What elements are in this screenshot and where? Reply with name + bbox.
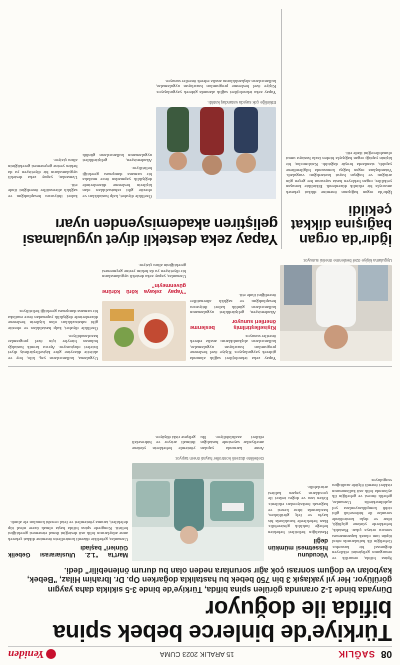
main-headline: Türkiye'de binlerce bebek spina bifida ile doğuyor <box>53 596 392 646</box>
photo-caption: Etkinliğe çok sayıda vatandaş katıldı. <box>207 100 276 105</box>
hospital-photo <box>132 463 264 561</box>
article-column-1 <box>332 371 392 561</box>
organ-article-body <box>286 9 392 195</box>
date-line: 15 ARALIK 2023 CUMA <box>159 650 235 658</box>
photo-caption: Gebelikte düzenli kontroller hayati önem taşıyor. <box>174 456 264 461</box>
article-subhead: Mart'ta "1.2. Uluslararası Gebelik Günleri" başladı <box>8 544 128 558</box>
ai-article-headline: Yapay zeka destekli diyet uygulamasi geliştiren akademisyenden uyarı <box>22 215 278 248</box>
article-subhead: Vücudunu hissetmesi mümkün değil <box>268 537 328 558</box>
doctor-photo <box>280 265 392 361</box>
organ-article-headline: İğdır'da organ bağışına dikkat çekildi <box>290 203 392 248</box>
logo-mark-icon <box>46 649 56 659</box>
article-text: Yapay zeka teknolojileri sağlık alanında giderek yaygınlaşıyor. Kişiye özel beslenme programları hazırlayan uygulamalar, kullanıcıların alışkanlıklarını analiz ederek öneriler sunuyor. <box>156 78 276 95</box>
food-photo <box>102 301 186 361</box>
article-text: Anne karnında yapılan ameliyatlar sayesinde hastalığın etkileri azaltılabiliyor. Bu yöntemle bebeklerin yürüme ihtimali artıyor ve hidrosefali gelişme riski düşüyor. <box>132 434 264 451</box>
headline-deck: Dünyada binde 1-2 oranında görülen spina bifida, Türkiye'de binde 3-5 sıklıkla daha yaygın görülüyor. Her yıl yaklaşık 3 bin 750 bebek bu hastalıkla doğarken Op. Dr. İbrahim Hilaz, "Bebek, kaybolan ve doğum sonrası çok ağır sorunlara neden olan bu durum önlenebilir" dedi. <box>27 566 392 594</box>
article-text: Akademisyen, geliştirdikleri uygulamanın kullanıcıların günlük kalori ihtiyacını hesapladığını ve sağlıklı alternatifler önerdiğini ifade etti. <box>8 152 152 199</box>
ai-article-column-3 <box>8 251 98 361</box>
event-photo <box>156 107 276 199</box>
article-red-subhead: Kişiselleştirilmiş beslenme önerileri sunuyor <box>190 317 276 331</box>
masthead <box>8 646 392 661</box>
column-divider <box>281 9 282 249</box>
ai-article-continued <box>8 9 152 199</box>
article-text: Uygulama, kullanıcıların yaş, kilo, boy ve aktivite düzeyine göre kişiselleştirilmiş diyet listeleri oluşturuyor. Ayrıca kronik hastalığı bulunan bireyler için özel programlar hazırlanabiliyor. <box>8 333 98 361</box>
article-text: Yapay zeka teknolojileri sağlık alanında giderek yaygınlaşıyor. Kişiye özel beslenme programları hazırlayan uygulamalar, kullanıcıların alışkanlıklarını analiz ederek öneriler sunuyor. <box>190 333 276 361</box>
article-text: Özellikle diyabet, kalp hastalıkları ve obezite gibi rahatsızlıkları olan kişilerin beslenme düzenlerinde değişiklik yapmadan önce mutlaka bir uzmana danışması gerektiği belirtiliyor. <box>8 309 98 332</box>
doctor-photo-image <box>280 265 392 361</box>
section-label: SAĞLIK <box>337 649 375 659</box>
event-photo-image <box>156 107 276 199</box>
article-column-2 <box>268 371 328 561</box>
page-number: 08 <box>380 648 392 660</box>
newspaper-logo <box>8 648 56 660</box>
section-divider <box>8 366 392 367</box>
ai-article-column-4 <box>156 9 276 95</box>
article-red-subhead: "Yapay zekaya körü körüne güvenmeyin" <box>102 281 186 294</box>
photo-caption: Uygulama kişiye özel beslenme önerisi sunuyor. <box>302 258 392 263</box>
article-text: Hastalığın belirtileri bebekten bebeğe farklılık gösterebilir. Bazı bebeklerde bacaklarda his kaybı ve felç görülürken, bazılarında idrar kesesi ve bağırsak fonksiyonları etkilenir. Erken tanı ve doğru tedavi ile çocukların yaşam kalitesi artırılabilir. <box>268 485 328 535</box>
ai-article-column-1 <box>190 251 276 361</box>
hospital-photo-image <box>132 463 264 561</box>
article-text: Özellikle diyabet, kalp hastalıkları ve obezite gibi rahatsızlıkları olan kişilerin beslenme düzenlerinde değişiklik yapmadan önce mutlaka bir uzmana danışması gerektiği belirtiliyor. <box>82 166 152 199</box>
article-column-3 <box>132 371 264 451</box>
article-text: Spina bifida, omurilik ve omurganın gelişimini etkileyen doğumsal bir kusurdur. Gebeliğin ilk haftalarında nöral tüpün tam olarak kapanmaması sonucu ortaya çıkar. Hastalık, bebeklerde yürüme güçlüğü, idrar ve dışkı kontrolünde sorunlar ile hidrosefali gibi ciddi komplikasyonlara yol açabilmektedir. Uzmanlar, gebelik öncesi ve gebeliğin ilk aylarında folik asit kullanımının riskleri önemli ölçüde azalttığını vurguluyor. <box>332 477 392 561</box>
article-text: Uzmanlar, gebelikte düzenli kontrollerin önemine dikkat çekerek anne adaylarının folik asit desteğini ihmal etmemesi gerektiğini belirtti. Kongrede spina bifida başta olmak üzere nöral tüp defektleri, tarama yöntemleri ve fetal cerrahi konuları ele alındı. <box>8 520 128 542</box>
article-text: Akademisyen, geliştirdikleri uygulamanın kullanıcıların günlük kalori ihtiyacını hesapladığını ve sağlıklı alternatifler önerdiğini ifade etti. <box>190 293 276 316</box>
article-text: Uzmanlar, yapay zeka destekli uygulamaların bir diyetisyen ya da hekim yerine geçmemesi gerektiğinin altını çiziyor. <box>8 158 78 181</box>
article-text: Uzmanlar, yapay zeka destekli uygulamaların bir diyetisyen ya da hekim yerine geçmemesi gerektiğinin altını çiziyor. <box>102 263 186 280</box>
logo-text: Yeniden <box>8 648 45 660</box>
article-column-4 <box>8 371 128 561</box>
ai-article-column-2 <box>102 251 186 297</box>
article-text: İğdır'da organ bağışının önemine dikkat çekmek amacıyla bir etkinlik düzenlendi. Etkinlikte konuşan yetkililer, organ bekleyen hasta sayısının her geçen gün arttığını ve bağışın hayat kurtardığını vurguladı. Vatandaşlara organ bağışı konusunda bilgilendirme yapıldı, stantlarda broşür dağıtıldı. Katılımcılar, bir kişinin yaptığı organ bağışıyla birden fazla hastaya umut olunabileceğini ifade etti. <box>286 150 392 195</box>
food-photo-image <box>102 301 186 361</box>
